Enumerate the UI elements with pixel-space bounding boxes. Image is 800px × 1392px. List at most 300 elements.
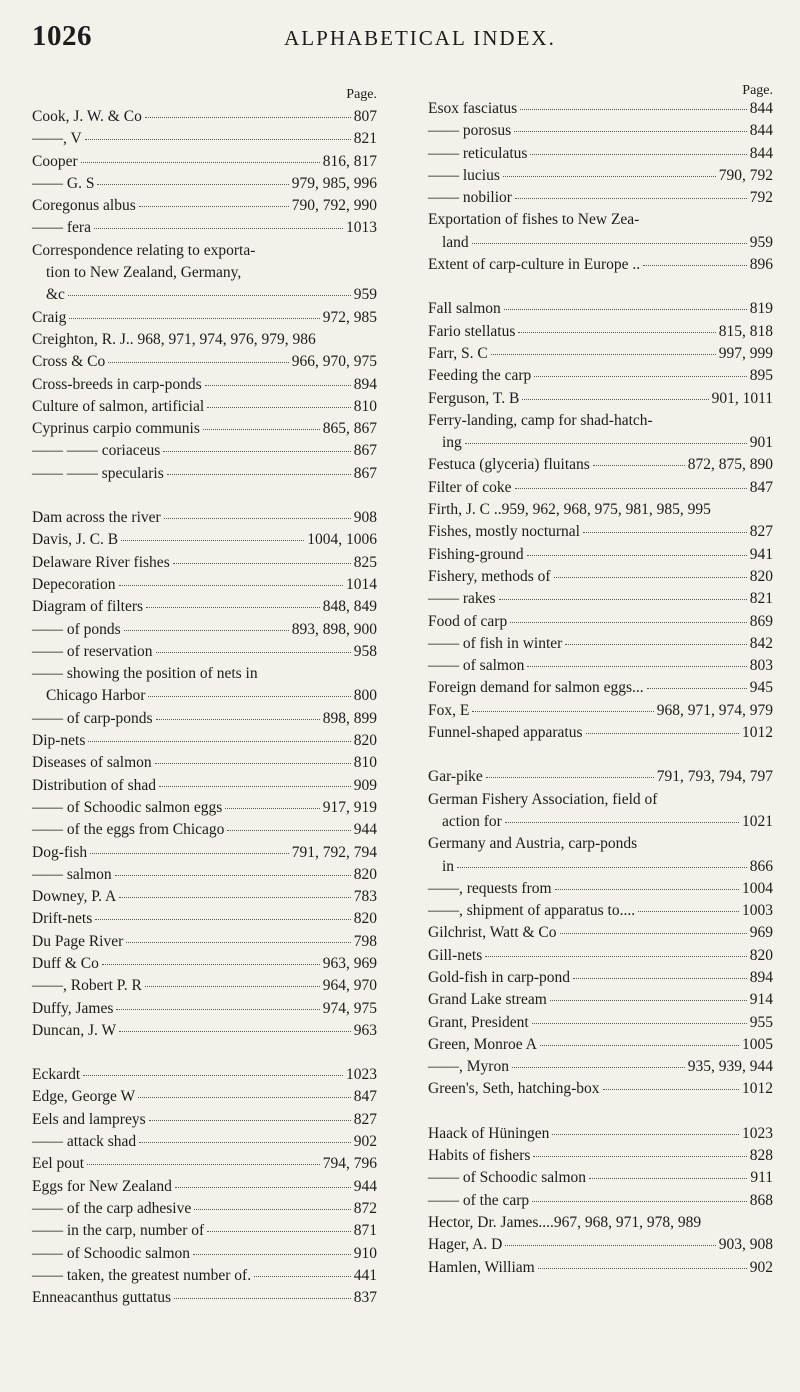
entry-pages: 791, 792, 794 — [291, 843, 377, 861]
index-entry — [428, 343, 773, 365]
dot-leader — [95, 919, 350, 920]
entry-text: Habits of fishers — [428, 1147, 531, 1165]
index-entry — [428, 588, 773, 610]
entry-pages: 979, 985, 996 — [291, 174, 377, 192]
entry-text: Fox, E — [428, 701, 470, 719]
index-entries-right — [428, 98, 773, 1279]
entry-label — [428, 365, 531, 387]
entry-text: Green, Monroe A — [428, 1035, 537, 1053]
entry-label — [32, 106, 142, 128]
dot-leader — [164, 518, 351, 519]
index-entry — [32, 596, 377, 618]
ditto-dash: —— — [32, 130, 63, 148]
index-entry — [32, 1109, 377, 1131]
entry-pages: 901, 1011 — [711, 389, 773, 407]
entry-text: of the carp adhesive — [63, 1199, 192, 1217]
entry-text: in — [442, 857, 455, 875]
entry-label — [428, 766, 483, 788]
entry-label — [428, 633, 562, 655]
index-entry — [428, 611, 773, 633]
entry-pages: 783 — [353, 888, 377, 906]
entry-label — [428, 98, 517, 120]
index-entry — [32, 574, 377, 596]
index-entry — [428, 143, 773, 165]
index-entry — [32, 262, 377, 284]
entry-pages: 997, 999 — [718, 344, 773, 362]
ditto-dash: —— — [428, 122, 459, 140]
dot-leader — [520, 109, 747, 110]
entry-text: Extent of carp-culture in Europe .. — [428, 256, 641, 274]
entry-pages: 871 — [353, 1222, 377, 1240]
dot-leader — [88, 741, 350, 742]
dot-leader — [174, 1298, 351, 1299]
entry-text: Ferry-landing, camp for shad-hatch- — [428, 411, 653, 429]
entry-pages: 837 — [353, 1289, 377, 1307]
entry-pages: 820 — [353, 910, 377, 928]
entry-pages: 909 — [353, 776, 377, 794]
entry-text: Enneacanthus guttatus — [32, 1289, 172, 1307]
entry-pages: 867 — [353, 464, 377, 482]
entry-text: Filter of coke — [428, 478, 512, 496]
dot-leader — [505, 1245, 715, 1246]
entry-text: Gill-nets — [428, 946, 483, 964]
entry-text: Drift-nets — [32, 910, 93, 928]
dot-leader — [589, 1178, 747, 1179]
entry-pages: 944 — [353, 1177, 377, 1195]
dot-leader — [173, 563, 351, 564]
index-entry — [32, 975, 377, 997]
letter-section-gap — [428, 276, 773, 298]
entry-pages: 844 — [749, 100, 773, 117]
entry-text: Fishery, methods of — [428, 567, 551, 585]
dot-leader — [205, 385, 351, 386]
ditto-dash: —— — [32, 620, 63, 638]
entry-pages: 815, 818 — [718, 322, 773, 340]
entry-text: of ponds — [63, 620, 121, 638]
entry-pages: 821 — [749, 590, 773, 608]
index-entry — [32, 1020, 377, 1042]
index-entry — [32, 284, 377, 306]
entry-pages: 820 — [353, 865, 377, 883]
index-entry — [428, 388, 773, 410]
index-entry — [428, 232, 773, 254]
index-entry — [428, 878, 773, 900]
entry-label — [428, 1078, 600, 1100]
entry-label — [428, 967, 570, 989]
entry-label — [428, 677, 644, 699]
entry-text: Duffy, James — [32, 999, 114, 1017]
entry-pages: 903, 908 — [718, 1236, 773, 1254]
entry-pages: 1023 — [346, 1066, 377, 1084]
entry-label — [428, 1257, 535, 1279]
entry-text: Creighton, R. J.. 968, 971, 974, 976, 979, 986 — [32, 330, 316, 348]
entry-pages: 803 — [749, 657, 773, 675]
entry-text: Gold-fish in carp-pond — [428, 968, 571, 986]
index-entry — [32, 329, 377, 351]
index-entry — [428, 655, 773, 677]
dot-leader — [504, 309, 747, 310]
dot-leader — [552, 1134, 739, 1135]
entry-label — [32, 886, 116, 908]
entry-text: ing — [442, 434, 462, 452]
entry-label — [428, 321, 515, 343]
dot-leader — [81, 162, 320, 163]
entry-pages: 1013 — [346, 219, 377, 237]
index-entry — [428, 811, 773, 833]
entry-text: Downey, P. A — [32, 888, 117, 906]
entry-pages: 894 — [749, 968, 773, 986]
entry-label — [428, 722, 583, 744]
entry-pages: 945 — [749, 679, 773, 697]
entry-label — [32, 1064, 80, 1086]
index-entry — [32, 730, 377, 752]
index-entry — [428, 1167, 773, 1189]
entry-pages: 901 — [749, 434, 773, 452]
index-entry — [428, 856, 773, 878]
ditto-dash: —— — [32, 798, 63, 816]
entry-text: Cook, J. W. & Co — [32, 108, 142, 125]
index-entry — [32, 685, 377, 707]
index-entry — [428, 209, 773, 231]
entry-label — [32, 240, 255, 262]
dot-leader — [550, 1000, 747, 1001]
entry-text: Ferguson, T. B — [428, 389, 520, 407]
entry-pages: 798 — [353, 932, 377, 950]
dot-leader — [533, 1156, 746, 1157]
entry-label — [32, 574, 116, 596]
entry-label — [32, 842, 87, 864]
entry-label — [32, 752, 152, 774]
dot-leader — [554, 577, 747, 578]
entry-pages: 1014 — [346, 575, 377, 593]
index-entry — [32, 641, 377, 663]
dot-leader — [85, 139, 351, 140]
index-entry — [428, 1123, 773, 1145]
entry-label — [32, 1265, 251, 1287]
entry-text: Duff & Co — [32, 954, 99, 972]
entry-pages: 819 — [749, 300, 773, 318]
dot-leader — [593, 465, 685, 466]
entry-text: Cyprinus carpio communis — [32, 420, 200, 438]
entry-text: Grand Lake stream — [428, 991, 547, 1009]
entry-label — [428, 900, 635, 922]
index-entry — [32, 842, 377, 864]
entry-pages: 816, 817 — [322, 152, 377, 170]
entry-text: Eckardt — [32, 1066, 81, 1084]
index-entry — [428, 989, 773, 1011]
index-entry — [428, 454, 773, 476]
entry-text: Green's, Seth, hatching-box — [428, 1080, 600, 1098]
entry-text: action for — [442, 812, 502, 830]
ditto-dash: —— — [428, 1191, 459, 1209]
entry-text: Fishing-ground — [428, 545, 524, 563]
entry-label — [32, 641, 153, 663]
index-entry — [428, 165, 773, 187]
index-entry — [32, 529, 377, 551]
index-entry — [32, 908, 377, 930]
ditto-dash: —— —— — [32, 464, 98, 482]
index-entry — [32, 396, 377, 418]
entry-label — [32, 1220, 204, 1242]
dot-leader — [149, 1120, 351, 1121]
entry-pages: 908 — [353, 509, 377, 527]
entry-pages: 867 — [353, 442, 377, 460]
dot-leader — [540, 1045, 739, 1046]
letter-section-gap — [428, 744, 773, 766]
entry-text: reticulatus — [459, 144, 528, 162]
entry-text: Fishes, mostly nocturnal — [428, 523, 580, 541]
index-entry — [428, 1234, 773, 1256]
entry-pages: 820 — [353, 732, 377, 750]
entry-text: Germany and Austria, carp-ponds — [428, 835, 638, 853]
index-entry — [32, 931, 377, 953]
dot-leader — [227, 830, 350, 831]
dot-leader — [138, 1097, 351, 1098]
entry-text: Cooper — [32, 152, 78, 170]
entry-text: in the carp, number of — [63, 1222, 205, 1240]
entry-pages: 791, 793, 794, 797 — [656, 768, 773, 786]
index-entry — [428, 410, 773, 432]
index-entry — [428, 833, 773, 855]
dot-leader — [565, 644, 746, 645]
entry-text: Gar-pike — [428, 768, 483, 786]
entry-label — [428, 165, 500, 187]
dot-leader — [97, 184, 288, 185]
dot-leader — [126, 942, 350, 943]
entry-pages: 794, 796 — [322, 1155, 377, 1173]
entry-label — [428, 922, 557, 944]
index-entry — [32, 1176, 377, 1198]
entry-pages: 941 — [749, 545, 773, 563]
entry-label — [32, 307, 66, 329]
entry-text: Chicago Harbor — [46, 687, 146, 705]
index-entry — [32, 1287, 377, 1309]
entry-label — [32, 619, 121, 641]
dot-leader — [491, 354, 716, 355]
index-entry — [32, 463, 377, 485]
ditto-dash: —— — [428, 166, 459, 184]
index-entry — [428, 722, 773, 744]
entry-text: German Fishery Association, field of — [428, 790, 658, 808]
ditto-dash: —— — [32, 1266, 63, 1284]
entry-text: Du Page River — [32, 932, 124, 950]
dot-leader — [167, 474, 351, 475]
entry-pages: 1012 — [742, 1080, 773, 1098]
index-entry — [428, 1056, 773, 1078]
page-title: ALPHABETICAL INDEX. — [284, 26, 556, 50]
entry-text: of fish in winter — [459, 634, 563, 652]
entry-pages: 958 — [353, 642, 377, 660]
entry-text: Foreign demand for salmon eggs... — [428, 679, 644, 697]
entry-label — [428, 945, 482, 967]
index-entry — [32, 886, 377, 908]
dot-leader — [207, 1231, 351, 1232]
dot-leader — [194, 1209, 351, 1210]
entry-pages: 1004 — [742, 879, 773, 897]
entry-pages: 844 — [749, 122, 773, 140]
entry-pages: 866 — [749, 857, 773, 875]
entry-text: tion to New Zealand, Germany, — [46, 264, 242, 282]
ditto-dash: —— — [32, 821, 63, 839]
dot-leader — [522, 399, 708, 400]
index-entry — [32, 708, 377, 730]
entry-pages: 893, 898, 900 — [291, 620, 377, 638]
entry-pages: 872, 875, 890 — [687, 456, 773, 474]
dot-leader — [108, 362, 289, 363]
entry-text: salmon — [63, 865, 112, 883]
entry-label — [32, 730, 85, 752]
index-entry — [428, 766, 773, 788]
index-entry — [428, 298, 773, 320]
entry-text: Grant, President — [428, 1013, 529, 1031]
entry-label — [32, 708, 153, 730]
entry-text: Exportation of fishes to New Zea- — [428, 211, 640, 229]
index-entry — [32, 864, 377, 886]
entry-text: Food of carp — [428, 612, 508, 630]
entry-text: of salmon — [459, 657, 525, 675]
entry-text: Festuca (glyceria) fluitans — [428, 456, 590, 474]
entry-pages: 1012 — [742, 724, 773, 742]
index-entry — [428, 254, 773, 276]
entry-label — [32, 1086, 135, 1108]
entry-pages: 894 — [353, 375, 377, 393]
index-entry — [32, 1198, 377, 1220]
index-entry — [32, 797, 377, 819]
index-entry — [32, 1086, 377, 1108]
index-entry — [428, 120, 773, 142]
dot-leader — [555, 889, 739, 890]
entry-label — [428, 521, 580, 543]
entry-label — [428, 343, 488, 365]
index-entry — [428, 1190, 773, 1212]
entry-pages: 820 — [749, 567, 773, 585]
dot-leader — [505, 822, 739, 823]
index-entry — [32, 819, 377, 841]
entry-label — [32, 217, 91, 239]
entry-label — [428, 544, 524, 566]
ditto-dash: —— — [32, 642, 63, 660]
entry-label — [428, 298, 501, 320]
index-entry — [32, 552, 377, 574]
entry-label — [428, 1212, 701, 1234]
letter-section-gap — [32, 485, 377, 507]
index-entry — [32, 998, 377, 1020]
dot-leader — [119, 1031, 351, 1032]
entry-text: Eels and lampreys — [32, 1110, 146, 1128]
entry-text: of carp-ponds — [63, 709, 153, 727]
entry-text: Delaware River fishes — [32, 553, 170, 571]
entry-label — [442, 432, 462, 454]
entry-label — [46, 262, 241, 284]
dot-leader — [534, 376, 746, 377]
index-entry — [428, 1257, 773, 1279]
dot-leader — [119, 897, 350, 898]
index-entry — [32, 1265, 377, 1287]
index-entry — [32, 775, 377, 797]
entry-label — [442, 856, 454, 878]
entry-label — [428, 1145, 530, 1167]
dot-leader — [538, 1268, 747, 1269]
index-entry — [32, 1243, 377, 1265]
ditto-dash: —— — [32, 1133, 63, 1151]
index-entry — [428, 365, 773, 387]
dot-leader — [102, 964, 320, 965]
entry-pages: 966, 970, 975 — [291, 353, 377, 371]
entry-text: of Schoodic salmon — [459, 1169, 586, 1187]
entry-label — [428, 1034, 537, 1056]
index-entry — [428, 922, 773, 944]
dot-leader — [83, 1075, 343, 1076]
index-column-right — [428, 84, 773, 1279]
index-entry — [428, 1145, 773, 1167]
entry-label — [32, 1176, 172, 1198]
entry-pages: 869 — [749, 612, 773, 630]
index-entry — [32, 1064, 377, 1086]
entry-pages: 911 — [750, 1169, 773, 1187]
entry-pages: 969 — [749, 924, 773, 942]
entry-pages: 827 — [353, 1110, 377, 1128]
entry-text: Correspondence relating to exporta- — [32, 241, 256, 259]
entry-pages: 1004, 1006 — [307, 531, 377, 549]
entry-pages: 810 — [353, 754, 377, 772]
entry-text: of reservation — [63, 642, 153, 660]
entry-label — [32, 797, 222, 819]
dot-leader — [225, 808, 319, 809]
entry-pages: 827 — [749, 523, 773, 541]
dot-leader — [175, 1187, 351, 1188]
entry-text: of Schoodic salmon eggs — [63, 798, 223, 816]
dot-leader — [155, 763, 351, 764]
entry-pages: 868 — [749, 1191, 773, 1209]
entry-text: Distribution of shad — [32, 776, 156, 794]
entry-label — [428, 499, 711, 521]
index-entries-left — [32, 106, 377, 1309]
entry-pages: 902 — [353, 1133, 377, 1151]
dot-leader — [254, 1276, 351, 1277]
dot-leader — [486, 777, 654, 778]
dot-leader — [146, 607, 320, 608]
entry-label — [428, 1190, 529, 1212]
entry-label — [428, 1012, 529, 1034]
entry-pages: 865, 867 — [322, 420, 377, 438]
entry-text: Hager, A. D — [428, 1236, 503, 1254]
entry-pages: 848, 849 — [322, 598, 377, 616]
entry-text: , V — [63, 130, 82, 148]
ditto-dash: —— — [428, 879, 459, 897]
dot-leader — [207, 407, 351, 408]
ditto-dash: —— — [428, 657, 459, 675]
index-entry — [428, 900, 773, 922]
entry-label — [32, 128, 82, 150]
entry-text: Hamlen, William — [428, 1258, 535, 1276]
entry-text: Depecoration — [32, 575, 116, 593]
entry-label — [428, 833, 637, 855]
dot-leader — [532, 1201, 747, 1202]
entry-label — [32, 1153, 84, 1175]
entry-pages: 847 — [749, 478, 773, 496]
entry-label — [442, 811, 502, 833]
index-entry — [32, 953, 377, 975]
entry-pages: 959 — [353, 286, 377, 304]
dot-leader — [115, 875, 351, 876]
entry-label — [428, 388, 519, 410]
dot-leader — [148, 696, 350, 697]
entry-label — [32, 775, 156, 797]
index-entry — [32, 240, 377, 262]
index-entry — [32, 752, 377, 774]
entry-label — [428, 878, 552, 900]
entry-label — [442, 232, 469, 254]
